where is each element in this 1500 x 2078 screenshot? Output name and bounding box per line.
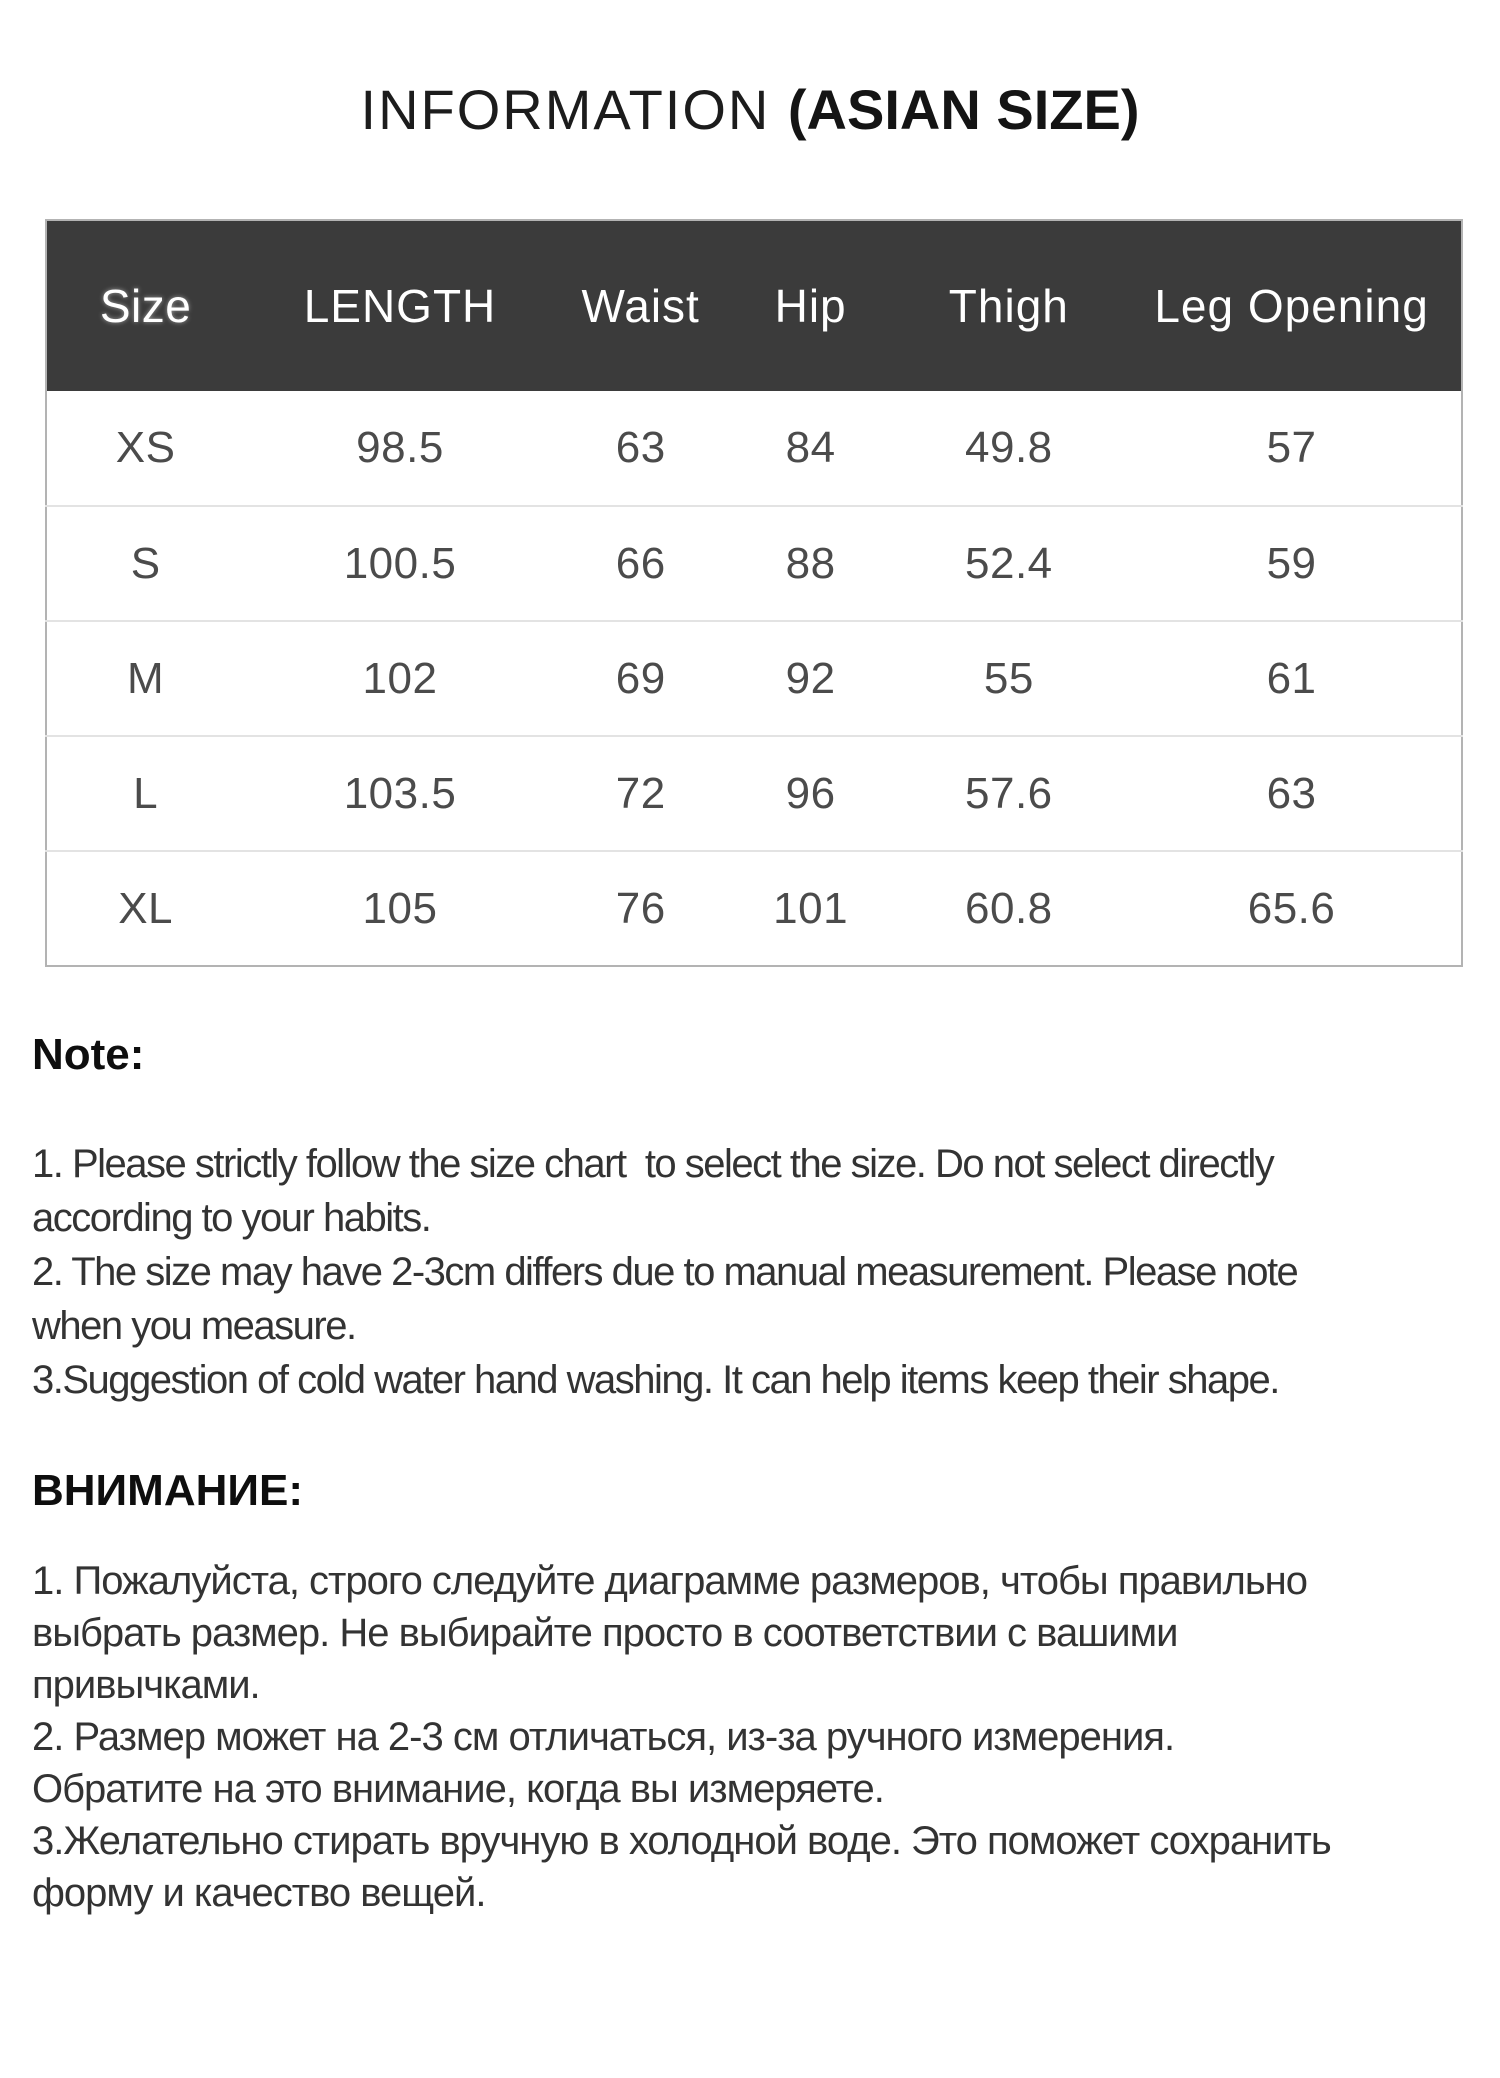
table-row-m bbox=[46, 621, 1462, 736]
size-cell: XL bbox=[118, 883, 174, 933]
length-cell: 98.5 bbox=[356, 423, 444, 472]
leg-opening-cell: 57 bbox=[1266, 423, 1317, 472]
size-cell: M bbox=[127, 653, 165, 703]
attention-line: форму и качество вещей. bbox=[32, 1871, 486, 1915]
leg-opening-cell: 61 bbox=[1266, 653, 1317, 703]
waist-cell: 63 bbox=[615, 423, 666, 472]
hip-cell: 84 bbox=[785, 423, 836, 472]
thigh-cell: 52.4 bbox=[965, 538, 1053, 588]
attention-line: 3.Желательно стирать вручную в холодной воде. Это поможет сохранить bbox=[32, 1819, 1331, 1863]
size-cell: L bbox=[133, 768, 159, 818]
waist-cell: 72 bbox=[615, 768, 666, 818]
table-row-s bbox=[46, 506, 1462, 621]
hip-cell: 96 bbox=[785, 768, 836, 818]
header-thigh: Thigh bbox=[948, 280, 1069, 332]
header-waist: Waist bbox=[581, 280, 700, 332]
attention-line: Обратите на это внимание, когда вы измеряете. bbox=[32, 1767, 884, 1811]
attention-line: привычками. bbox=[32, 1663, 260, 1707]
note-line: 2. The size may have 2-3cm differs due to manual measurement. Please note bbox=[32, 1250, 1298, 1294]
length-cell: 100.5 bbox=[343, 538, 457, 588]
length-cell: 103.5 bbox=[343, 768, 457, 818]
thigh-cell: 57.6 bbox=[965, 768, 1053, 818]
attention-paragraph bbox=[32, 1555, 1480, 1919]
attention-line: выбрать размер. Не выбирайте просто в соответствии с вашими bbox=[32, 1611, 1178, 1655]
waist-cell: 76 bbox=[615, 883, 666, 933]
notes-section bbox=[32, 1029, 1480, 1919]
hip-cell: 101 bbox=[773, 883, 849, 933]
header-length: LENGTH bbox=[303, 280, 497, 332]
length-cell: 102 bbox=[362, 653, 438, 703]
table-row-l bbox=[46, 736, 1462, 851]
hip-cell: 92 bbox=[785, 653, 836, 703]
header-hip: Hip bbox=[774, 280, 847, 332]
leg-opening-cell: 63 bbox=[1266, 768, 1317, 818]
length-cell: 105 bbox=[362, 883, 438, 933]
note-line: 1. Please strictly follow the size chart to select the size. Do not select directly bbox=[32, 1142, 1274, 1186]
page-title-normal: INFORMATION bbox=[360, 78, 788, 141]
header-size: Size bbox=[99, 280, 192, 332]
attention-heading: ВНИМАНИЕ: bbox=[32, 1466, 304, 1515]
waist-cell: 66 bbox=[615, 538, 666, 588]
thigh-cell: 60.8 bbox=[965, 883, 1053, 933]
note-paragraph bbox=[32, 1137, 1480, 1407]
note-heading: Note: bbox=[32, 1030, 145, 1079]
table-row-xl bbox=[46, 851, 1462, 966]
size-chart-table bbox=[45, 219, 1463, 967]
size-cell: XS bbox=[115, 423, 176, 472]
leg-opening-cell: 65.6 bbox=[1247, 883, 1336, 933]
hip-cell: 88 bbox=[785, 538, 836, 588]
attention-line: 1. Пожалуйста, строго следуйте диаграмме размеров, чтобы правильно bbox=[32, 1559, 1308, 1603]
note-line: when you measure. bbox=[32, 1304, 356, 1348]
note-line: 3.Suggestion of cold water hand washing. It can help items keep their shape. bbox=[32, 1358, 1279, 1402]
waist-cell: 69 bbox=[615, 653, 666, 703]
table-header-row bbox=[46, 220, 1462, 391]
note-line: according to your habits. bbox=[32, 1196, 431, 1240]
page-title bbox=[0, 78, 1500, 142]
header-leg-opening: Leg Opening bbox=[1154, 280, 1429, 332]
thigh-cell: 49.8 bbox=[965, 423, 1053, 472]
table-row-xs bbox=[46, 391, 1462, 506]
page-title-bold: (ASIAN SIZE) bbox=[787, 78, 1140, 141]
leg-opening-cell: 59 bbox=[1266, 538, 1317, 588]
thigh-cell: 55 bbox=[983, 653, 1034, 703]
attention-line: 2. Размер может на 2-3 см отличаться, из-за ручного измерения. bbox=[32, 1715, 1175, 1759]
size-cell: S bbox=[130, 538, 161, 588]
